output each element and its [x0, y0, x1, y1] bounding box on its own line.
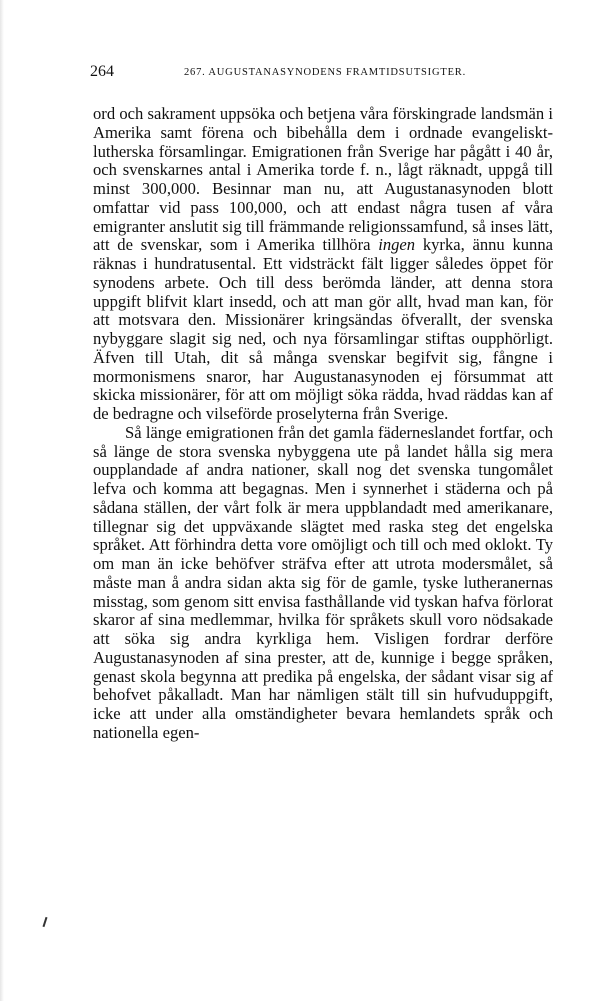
body-text: [93, 105, 553, 743]
paragraph-2: Så länge emigrationen från det gamla fäderneslandet fortfar, och så länge de stora svenska nybyggena ute på landet hålla sig mera oupplandade af andra nationer, skall nog det svenska tungomålet lefva och komma att begagnas. Men i synnerhet i städerna och på sådana ställen, der vårt folk är mera uppblandadt med amerikanare, tillegnar sig det uppväxande slägtet med raska steg det engelska språket. Att förhindra detta vore omöjligt och till och med oklokt. Ty om man än icke behöfver sträfva efter att utrota modersmålet, så måste man å andra sidan akta sig för de gamle, tyske lutheranernas misstag, som genom sitt envisa fasthållande vid tyskan hafva förlorat skaror af sina medlemmar, hvilka för språkets skull voro nödsakade att söka sig andra kyrkliga hem. Visligen fordrar derföre Augustanasynoden af sina prester, att de, kunnige i begge språken, genast skola begynna att predika på engelska, der sådant visar sig af behofvet påkalladt. Man har nämligen stält till sin hufvuduppgift, icke att under alla omständigheter bevara hemlandets språk och nationella egen-: [93, 422, 553, 742]
paragraph-1-text-b: kyrka, ännu kunna räknas i hundratusental. Ett vidsträckt fält ligger således öppet för synodens arbete. Och till dess berömda länder, att denna stora uppgift blifvit klart insedd, och att man gör allt, hvad man kan, för att motsvara den. Missionärer kringsändas öfverallt, der svenska nybyggare slagit sig ned, och nya församlingar stiftas oupphörligt. Äfven till Utah, dit så många svenskar begifvit sig, fångne i mormonismens snaror, har Augustanasynoden ej försummat att skicka missionärer, för att om möjligt söka rädda, hvad räddas kan af de bedragne och vilseförde proselyterna från Sverige.: [93, 235, 554, 423]
paragraph-1-italic-word: ingen: [378, 235, 416, 255]
running-header: [90, 63, 560, 85]
paragraph-1: [93, 105, 553, 424]
page-edge-shadow: [0, 0, 4, 1001]
paragraph-1-text-a: ord och sakrament uppsöka och betjena våra förskingrade landsmän i Amerika samt förena och bibehålla dem i ordnade evangeliskt-lutherska församlingar. Emigrationen från Sverige har pågått i 40 år, och svenskarnes antal i Amerika torde f. n., lågt räknadt, uppgå till minst 300,000. Besinnar man nu, att Augustanasynoden blott omfattar vid pass 100,000, och att endast några tusen af våra emigranter anslutit sig till främmande religionssamfund, så inses lätt, att de svenskar, som i Amerika tillhöra: [93, 104, 553, 255]
margin-pencil-mark: [43, 917, 48, 927]
running-title: 267. AUGUSTANASYNODENS FRAMTIDSUTSIGTER.: [184, 67, 467, 78]
page-number: 264: [90, 63, 114, 80]
